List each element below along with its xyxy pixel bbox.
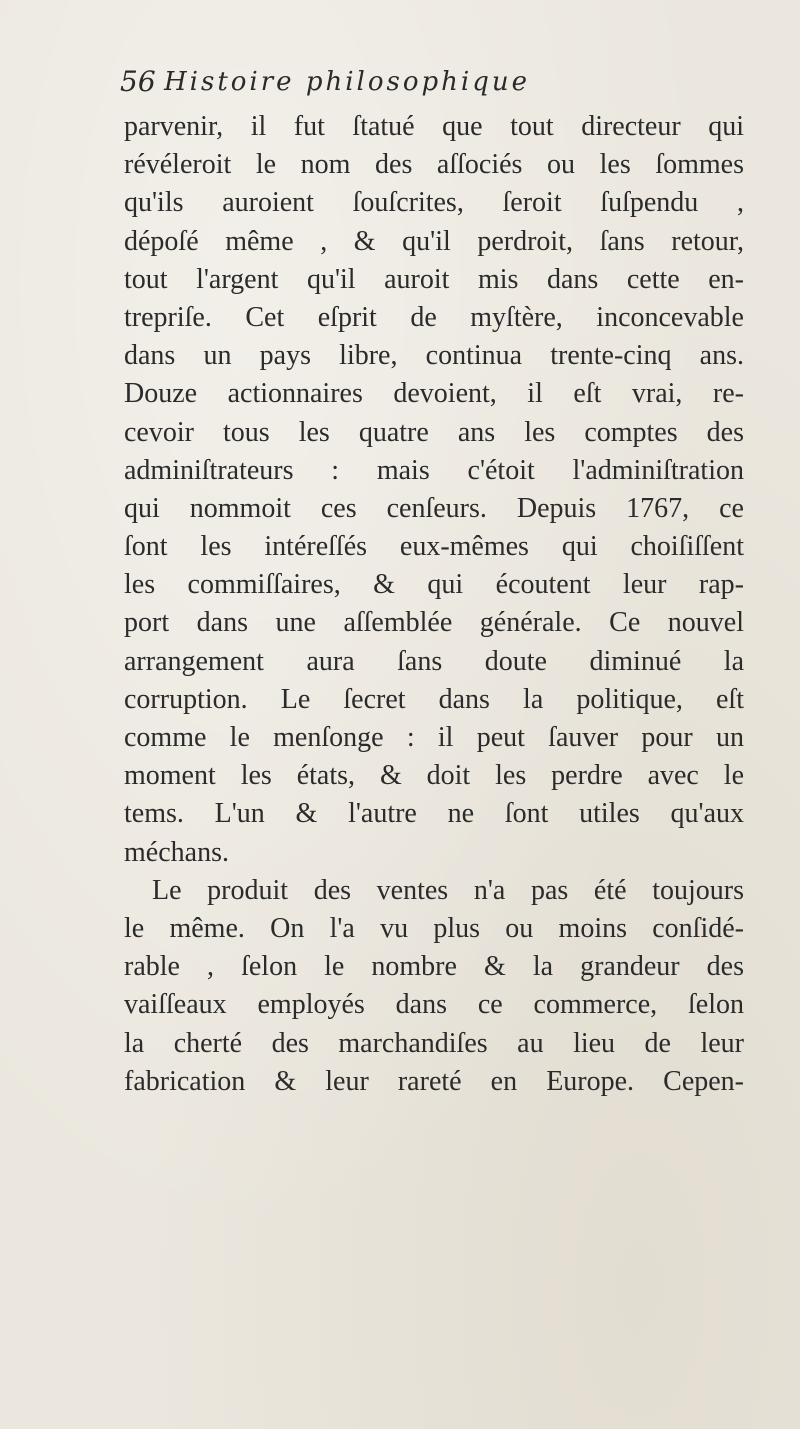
text-line: Douze actionnaires devoient, il eſt vrai, re-: [124, 378, 744, 410]
text-line: cevoir tous les quatre ans les comptes des: [124, 416, 744, 448]
text-line: rable , ſelon le nombre & la grandeur des: [124, 951, 744, 983]
text-line: Le produit des ventes n'a pas été toujours: [152, 874, 744, 906]
text-line: dans un pays libre, continua trente-cinq ans.: [124, 340, 744, 372]
text-line: tems. L'un & l'autre ne ſont utiles qu'aux: [124, 798, 744, 830]
page-header: [120, 62, 740, 102]
text-line: trepriſe. Cet eſprit de myſtère, inconcevable: [124, 301, 744, 333]
body-text: [124, 108, 744, 1101]
text-line: fabrication & leur rareté en Europe. Cepen-: [124, 1065, 744, 1097]
running-head: Histoire philosophique: [164, 67, 530, 97]
text-line: ſont les intéreſſés eux-mêmes qui choiſiſſent: [124, 531, 744, 563]
text-line: comme le menſonge : il peut ſauver pour un: [124, 722, 744, 753]
text-line: le même. On l'a vu plus ou moins conſidé-: [124, 912, 744, 944]
text-line: la cherté des marchandiſes au lieu de leur: [124, 1027, 744, 1059]
text-line: corruption. Le ſecret dans la politique, eſt: [124, 683, 744, 715]
text-line: révéleroit le nom des aſſociés ou les ſommes: [124, 149, 744, 181]
text-line: méchans.: [124, 836, 229, 868]
text-line: dépoſé même , & qu'il perdroit, ſans retour,: [124, 225, 744, 257]
paragraph-2: [124, 872, 744, 1101]
text-line: moment les états, & doit les perdre avec le: [124, 760, 744, 792]
text-line: qui nommoit ces cenſeurs. Depuis 1767, ce: [124, 492, 744, 524]
text-line: arrangement aura ſans doute diminué la: [124, 645, 744, 677]
text-line: port dans une aſſemblée générale. Ce nouvel: [124, 607, 744, 639]
text-line: vaiſſeaux employés dans ce commerce, ſelon: [124, 989, 744, 1021]
paragraph-1: [124, 108, 744, 872]
text-line: tout l'argent qu'il auroit mis dans cette en-: [124, 263, 744, 295]
text-line: qu'ils auroient ſouſcrites, ſeroit ſuſpendu ,: [124, 187, 744, 219]
page-number: 56: [120, 65, 156, 98]
text-line: parvenir, il fut ſtatué que tout directeur qui: [124, 111, 744, 142]
text-line: adminiſtrateurs : mais c'étoit l'adminiſtration: [124, 454, 744, 486]
text-line: les commiſſaires, & qui écoutent leur rap-: [124, 569, 744, 601]
